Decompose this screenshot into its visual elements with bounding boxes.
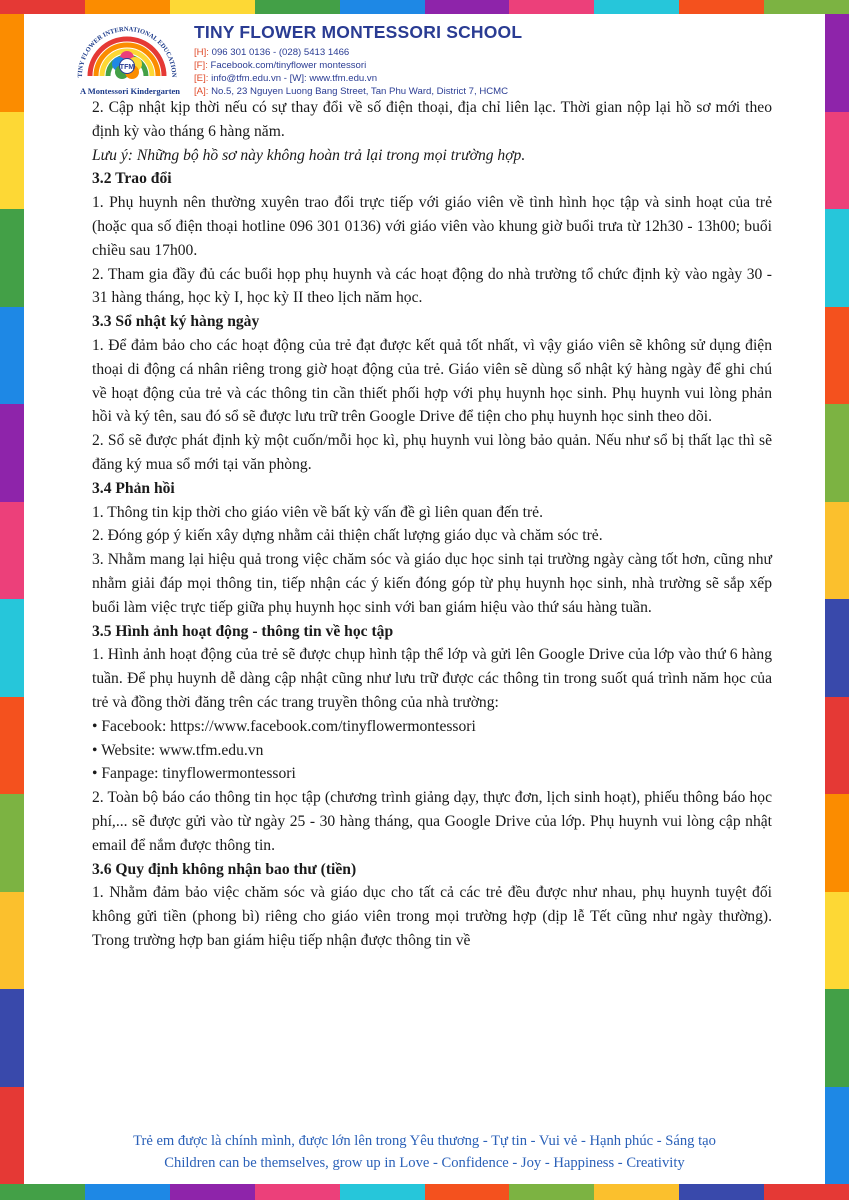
logo-caption: A Montessori Kindergarten [79, 86, 181, 96]
stripe-segment [825, 404, 849, 502]
facebook-bullet: • Facebook: https://www.facebook.com/tinyflowermontessori [92, 717, 476, 735]
paragraph: 2. Tham gia đầy đủ các buổi họp phụ huynh và các hoạt động do nhà trường tổ chức định kỳ vào ngày 30 - 31 hàng tháng, học kỳ I, học kỳ II theo lịch năm học. [92, 265, 772, 307]
contact-email-web: [E]: info@tfm.edu.vn - [W]: www.tfm.edu.vn [194, 73, 378, 84]
note-italic: Lưu ý: Những bộ hồ sơ này không hoàn trả lại trong mọi trường hợp. [92, 146, 526, 164]
stripe-segment [825, 697, 849, 795]
stripe-segment [255, 0, 340, 14]
stripe-segment [825, 599, 849, 697]
stripe-segment [825, 14, 849, 112]
stripe-segment [825, 502, 849, 600]
paragraph: 1. Để đảm bảo cho các hoạt động của trẻ đạt được kết quả tốt nhất, vì vậy giáo viên sẽ không sử dụng điện thoại di động cá nhân riêng trong giờ hoạt động của trẻ. Giáo viên sẽ dùng sổ nhật ký hàng ngày để ghi chú về hoạt động của trẻ và các thông tin cần thiết phối hợp với phụ huynh học sinh. Phụ huynh vui lòng phản hồi và ký tên, sau đó sổ sẽ được lưu trữ trên Google Drive để tiện cho phụ huynh học sinh theo dõi. [92, 336, 772, 426]
fanpage-bullet: • Fanpage: tinyflowermontessori [92, 765, 296, 783]
paragraph: 1. Phụ huynh nên thường xuyên trao đổi trực tiếp với giáo viên về tình hình học tập và sinh hoạt của trẻ (hoặc qua số điện thoại hotline 096 301 0136) với giáo viên vào khung giờ buổi trưa từ 12h30 - 13h00; buổi chiều sau 17h00. [92, 194, 772, 259]
stripe-segment [340, 0, 425, 14]
section-heading-3-3: 3.3 Sổ nhật ký hàng ngày [92, 313, 260, 331]
stripe-segment [0, 502, 24, 600]
stripe-segment [0, 599, 24, 697]
stripe-segment [679, 1184, 764, 1200]
section-heading-3-4: 3.4 Phản hồi [92, 479, 175, 497]
stripe-segment [170, 0, 255, 14]
paragraph: 1. Thông tin kịp thời cho giáo viên về bất kỳ vấn đề gì liên quan đến trẻ. [92, 503, 543, 521]
paragraph: 1. Hình ảnh hoạt động của trẻ sẽ được chụp hình tập thể lớp và gửi lên Google Drive của lớp vào thứ 6 hàng tuần. Để phụ huynh dễ dàng cập nhật cũng như lưu trữ được các thông tin trong suốt quá trình năm học của trẻ và đồng thời đăng trên các trang truyền thông của nhà trường: [92, 646, 772, 711]
right-rainbow-stripe [825, 14, 849, 1184]
paragraph: 3. Nhằm mang lại hiệu quả trong việc chăm sóc và giáo dục học sinh tại trường ngày càng tốt hơn, cũng như nhằm giải đáp mọi thông tin, tiếp nhận các ý kiến đóng góp từ phụ huynh học sinh, nhà trường sẽ sắp xếp buổi làm việc trực tiếp giữa phụ huynh học sinh với ban giám hiệu vào thứ sáu hàng tuần. [92, 551, 772, 616]
stripe-segment [0, 14, 24, 112]
stripe-segment [825, 794, 849, 892]
top-rainbow-stripe [0, 0, 849, 14]
contact-address: [A]: No.5, 23 Nguyen Luong Bang Street, Tan Phu Ward, District 7, HCMC [194, 86, 509, 97]
bottom-rainbow-stripe [0, 1184, 849, 1200]
stripe-segment [0, 112, 24, 210]
stripe-segment [340, 1184, 425, 1200]
letterhead [68, 18, 788, 100]
stripe-segment [594, 1184, 679, 1200]
stripe-segment [85, 1184, 170, 1200]
stripe-segment [425, 0, 510, 14]
slogan-vietnamese: Trẻ em được là chính mình, được lớn lên trong Yêu thương - Tự tin - Vui vẻ - Hạnh phúc - Sáng tạo [133, 1133, 716, 1149]
stripe-segment [0, 697, 24, 795]
stripe-segment [425, 1184, 510, 1200]
stripe-segment [0, 404, 24, 502]
stripe-segment [509, 1184, 594, 1200]
document-body [92, 96, 772, 953]
stripe-segment [0, 892, 24, 990]
section-heading-3-6: 3.6 Quy định không nhận bao thư (tiền) [92, 860, 357, 878]
paragraph: 2. Sổ sẽ được phát định kỳ một cuốn/mỗi học kì, phụ huynh vui lòng bảo quản. Nếu như sổ bị thất lạc thì sẽ đăng ký mua sổ mới tại văn phòng. [92, 432, 772, 473]
website-bullet: • Website: www.tfm.edu.vn [92, 741, 264, 759]
paragraph: 2. Toàn bộ báo cáo thông tin học tập (chương trình giảng dạy, thực đơn, lịch sinh hoạt), phiếu thông báo học phí,... sẽ được gửi vào từ ngày 25 - 30 hàng tháng, qua Google Drive của lớp. Phụ huynh vui lòng cập nhật email để nắm được thông tin. [92, 789, 772, 854]
paragraph: 2. Đóng góp ý kiến xây dựng nhằm cải thiện chất lượng giáo dục và chăm sóc trẻ. [92, 527, 603, 545]
school-logo [68, 18, 186, 100]
stripe-segment [0, 1184, 85, 1200]
contact-facebook: [F]: Facebook.com/tinyflower montessori [194, 60, 367, 71]
left-rainbow-stripe [0, 14, 24, 1184]
slogan-english: Children can be themselves, grow up in Love - Confidence - Joy - Happiness - Creativity [164, 1155, 685, 1171]
rainbow-flower-logo-icon [68, 18, 186, 88]
paragraph: 2. Cập nhật kịp thời nếu có sự thay đổi về số điện thoại, địa chỉ liên lạc. Thời gian nộp lại hồ sơ mới theo định kỳ vào tháng 6 hàng năm. [92, 99, 772, 140]
stripe-segment [764, 1184, 849, 1200]
stripe-segment [0, 0, 85, 14]
stripe-segment [255, 1184, 340, 1200]
stripe-segment [0, 794, 24, 892]
paragraph: 1. Nhằm đảm bảo việc chăm sóc và giáo dục cho tất cả các trẻ đều được như nhau, phụ huynh tuyệt đối không gửi tiền (phong bì) riêng cho giáo viên trong mọi trường hợp (dịp lễ Tết cũng như ngày thường). Trong trường hợp ban giám hiệu tiếp nhận được thông tin về [92, 884, 772, 949]
stripe-segment [0, 307, 24, 405]
footer-slogan [0, 1130, 849, 1174]
stripe-segment [0, 989, 24, 1087]
stripe-segment [0, 209, 24, 307]
stripe-segment [509, 0, 594, 14]
stripe-segment [825, 112, 849, 210]
section-heading-3-2: 3.2 Trao đổi [92, 170, 172, 188]
logo-arc-text: TINY FLOWER INTERNATIONAL EDUCATION [76, 25, 178, 78]
section-heading-3-5: 3.5 Hình ảnh hoạt động - thông tin về học tập [92, 622, 394, 640]
stripe-segment [825, 209, 849, 307]
stripe-segment [825, 892, 849, 990]
svg-text:TFM: TFM [119, 64, 135, 71]
stripe-segment [679, 0, 764, 14]
stripe-segment [825, 989, 849, 1087]
stripe-segment [594, 0, 679, 14]
stripe-segment [825, 307, 849, 405]
stripe-segment [85, 0, 170, 14]
stripe-segment [764, 0, 849, 14]
contact-block [194, 46, 508, 98]
school-name: TINY FLOWER MONTESSORI SCHOOL [194, 22, 523, 42]
contact-hotline: [H]: 096 301 0136 - (028) 5413 1466 [194, 47, 350, 58]
stripe-segment [170, 1184, 255, 1200]
